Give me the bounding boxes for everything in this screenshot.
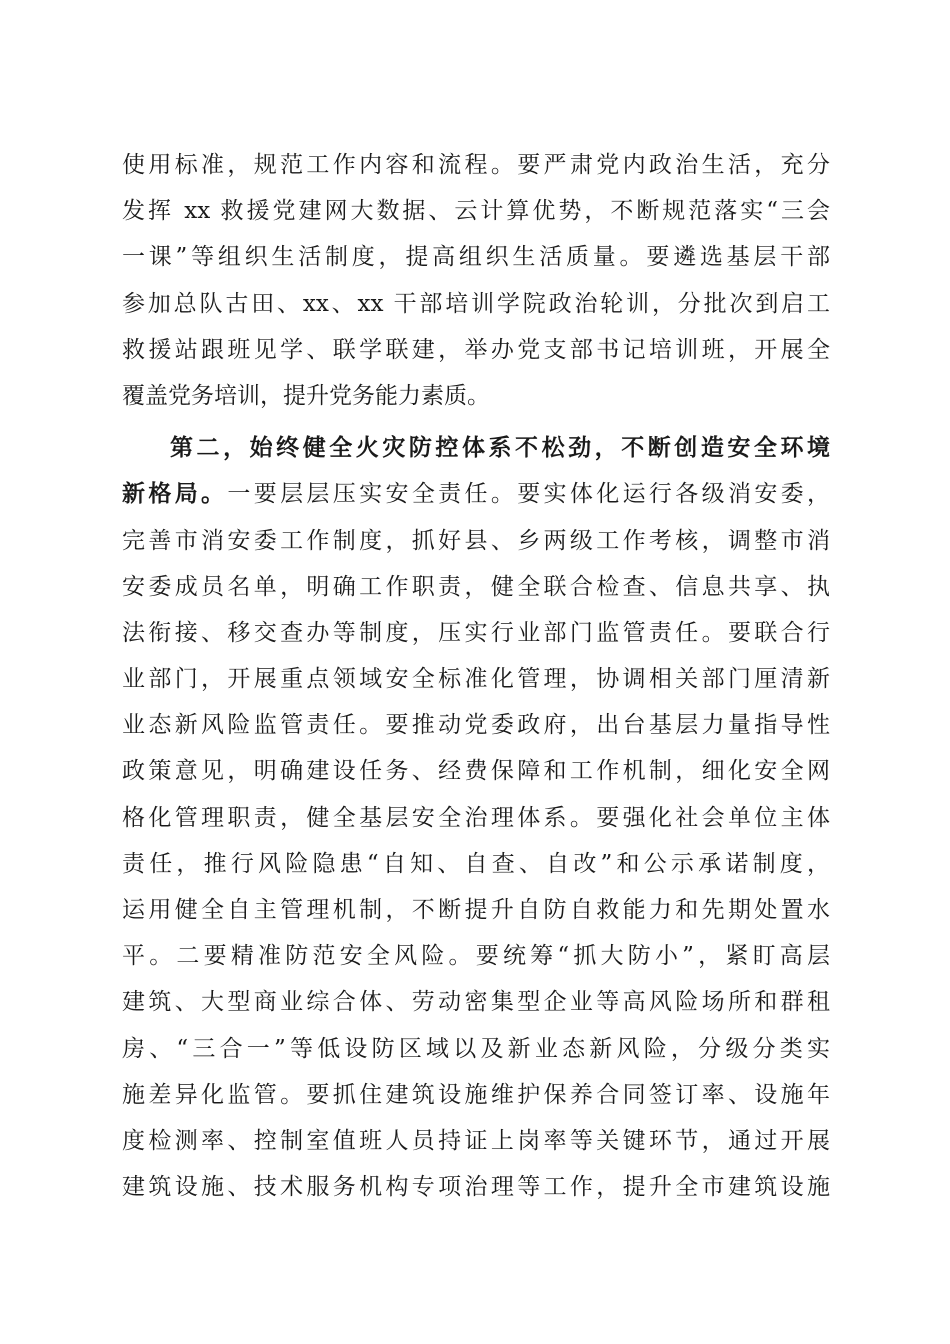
text-line: [122, 471, 830, 517]
paragraph-2: [122, 425, 830, 1210]
text-line: 救援站跟班见学、联学联建，举办党支部书记培训班，开展全: [122, 336, 830, 363]
text-line: 施差异化监管。要抓住建筑设施维护保养合同签订率、设施年: [122, 1081, 830, 1108]
text-line: 参加总队古田、xx、xx 干部培训学院政治轮训，分批次到启工: [122, 290, 830, 317]
section-heading: 第二，始终健全火灾防控体系不松劲，不断创造安全环境: [170, 434, 830, 462]
text-line: 政策意见，明确建设任务、经费保障和工作机制，细化安全网: [122, 758, 830, 785]
text-line: 度检测率、控制室值班人员持证上岗率等关键环节，通过开展: [122, 1127, 830, 1154]
paragraph-1: [122, 142, 830, 419]
section-heading-end: 新格局。: [122, 480, 228, 508]
text-line: 覆盖党务培训，提升党务能力素质。: [122, 382, 490, 409]
text-line: 使用标准，规范工作内容和流程。要严肃党内政治生活，充分: [122, 152, 830, 178]
text-line: 业部门，开展重点领域安全标准化管理，协调相关部门厘清新: [122, 666, 830, 693]
text-line: 发挥 xx 救援党建网大数据、云计算优势，不断规范落实“三会: [122, 198, 830, 225]
text-line: 建筑、大型商业综合体、劳动密集型企业等高风险场所和群租: [122, 989, 830, 1016]
text-line: 一课”等组织生活制度，提高组织生活质量。要遴选基层干部: [122, 244, 830, 271]
text-line: 责任，推行风险隐患“自知、自查、自改”和公示承诺制度，: [122, 850, 830, 877]
text-line: 建筑设施、技术服务机构专项治理等工作，提升全市建筑设施: [122, 1174, 830, 1201]
text-line: 安委成员名单，明确工作职责，健全联合检查、信息共享、执: [122, 573, 830, 600]
text-line-rest: 一要层层压实安全责任。要实体化运行各级消安委，: [227, 481, 831, 508]
text-line: 平。二要精准防范安全风险。要统筹“抓大防小”，紧盯高层: [122, 943, 830, 970]
text-line: 运用健全自主管理机制，不断提升自防自救能力和先期处置水: [122, 897, 830, 923]
text-line: 法衔接、移交查办等制度，压实行业部门监管责任。要联合行: [122, 619, 830, 646]
text-line: 完善市消安委工作制度，抓好县、乡两级工作考核，调整市消: [122, 527, 830, 554]
document-body: [122, 142, 830, 1210]
text-line: 业态新风险监管责任。要推动党委政府，出台基层力量指导性: [122, 712, 830, 739]
text-line: 格化管理职责，健全基层安全治理体系。要强化社会单位主体: [122, 804, 830, 831]
text-line: 房、“三合一”等低设防区域以及新业态新风险，分级分类实: [122, 1035, 830, 1062]
